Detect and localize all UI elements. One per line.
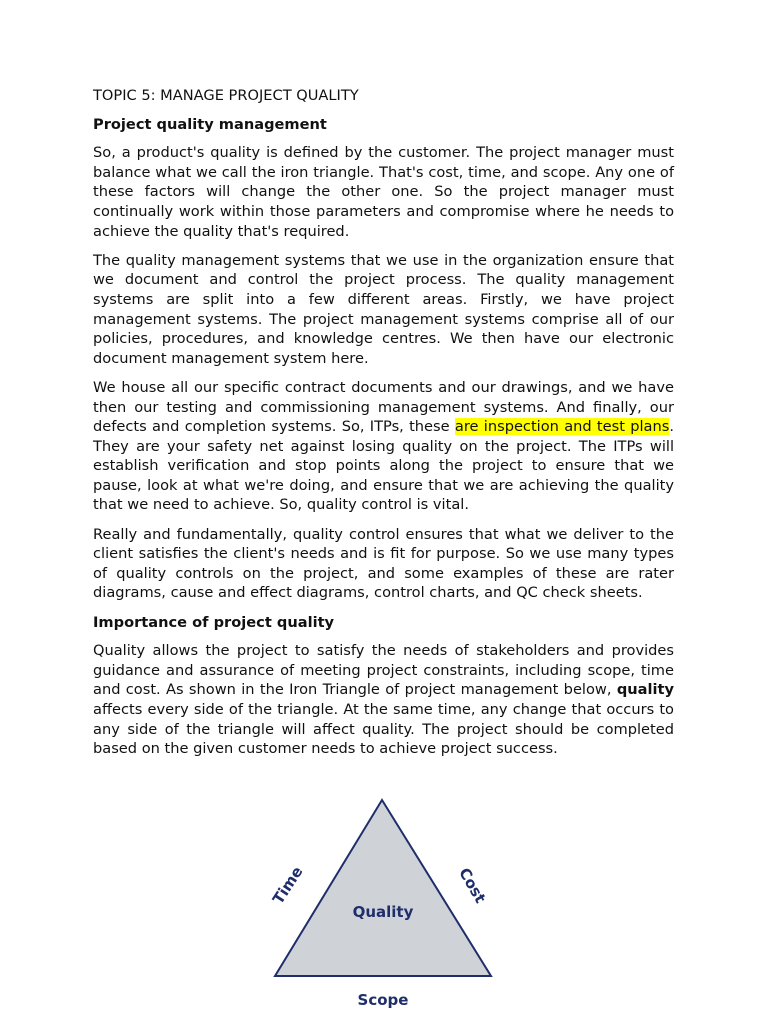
topic-title: TOPIC 5: MANAGE PROJECT QUALITY (93, 87, 359, 104)
triangle-center-label: Quality (352, 903, 414, 921)
paragraph-3-text-end: . They are your safety net against losing quality on the project. The ITPs will establish verification and stop points along the project to ensure that we pause, look at what we're doing, and ensure that we are achieving the quality that we need to achieve. So, quality control is vital. (93, 418, 674, 514)
paragraph-5-text-end: affects every side of the triangle. At the same time, any change that occurs to any side of the triangle will affect quality. The project should be completed based on the given customer needs to achieve project success. (93, 701, 674, 758)
paragraph-2: The quality management systems that we use in the organization ensure that we document and control the project process. The quality management systems are split into a few different areas. Firstly, we have project management systems. The project management systems comprise all of our policies, procedures, and knowledge centres. We then have our electronic document management system here. (93, 251, 674, 367)
section-heading-quality-management: Project quality management (93, 115, 327, 133)
document-body (93, 86, 674, 768)
paragraph-1: So, a product's quality is defined by the customer. The project manager must balance what we call the iron triangle. That's cost, time, and scope. Any one of these factors will change the other one. So the project manager must continually work within those parameters and compromise where he needs to achieve the quality that's required. (93, 144, 674, 240)
paragraph-3 (93, 378, 674, 515)
triangle-bottom-label: Scope (357, 991, 409, 1009)
highlighted-text: are inspection and test plans (454, 418, 670, 436)
paragraph-3-text-start: We house all our specific contract documents and our drawings, and we have then our testing and commissioning management systems. And finally, our defects and completion systems. So, ITPs, these (93, 378, 674, 436)
paragraph-5-text-start: Quality allows the project to satisfy the needs of stakeholders and provides guidance and assurance of meeting project constraints, including scope, time and cost. As shown in the Iron Triangle of project management below, (93, 642, 674, 699)
triangle-right-label: Cost (455, 864, 490, 907)
triangle-left-label: Time (269, 863, 307, 908)
paragraph-5 (93, 641, 674, 759)
paragraph-4: Really and fundamentally, quality control ensures that what we deliver to the client satisfies the client's needs and is fit for purpose. So we use many types of quality controls on the project, and some examples of these are rater diagrams, cause and effect diagrams, control charts, and QC check sheets. (93, 525, 674, 602)
section-heading-importance: Importance of project quality (93, 613, 335, 631)
iron-triangle-shape (275, 800, 491, 976)
iron-triangle-diagram (262, 796, 506, 1018)
bold-term-quality: quality (616, 681, 674, 699)
